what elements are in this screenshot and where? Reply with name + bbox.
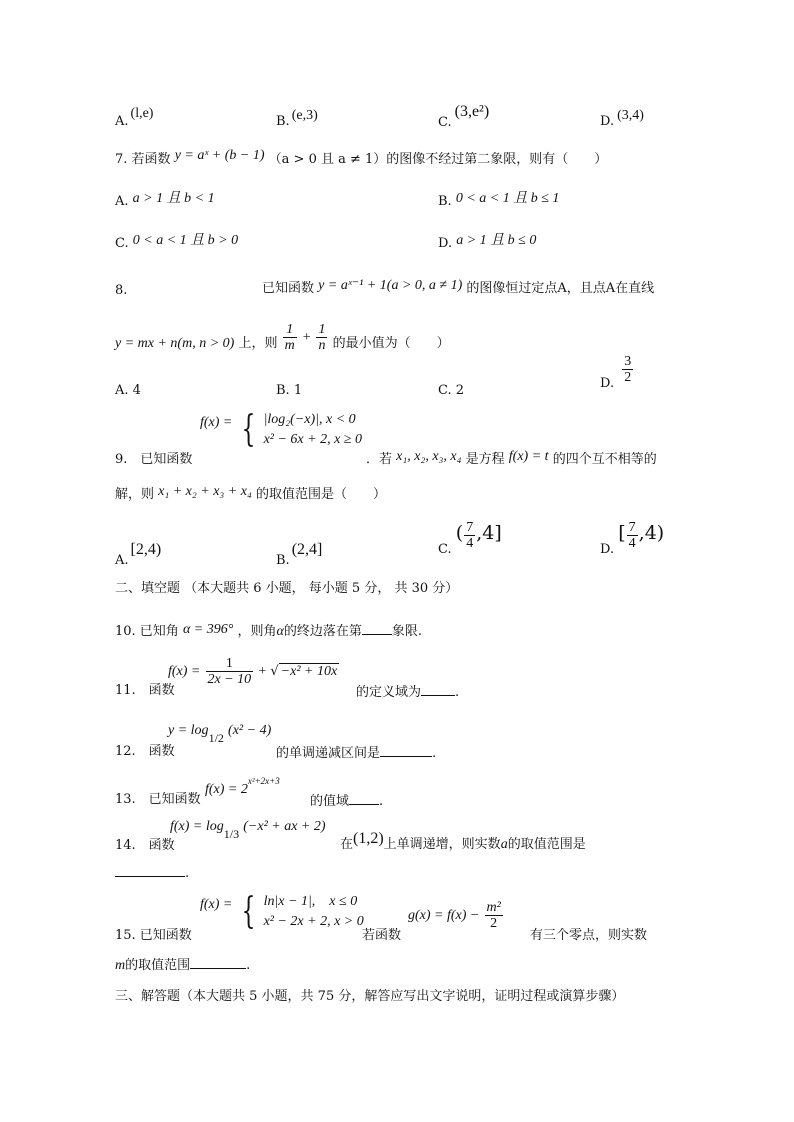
- stem-text: 的终边落在第: [283, 624, 362, 639]
- math-expression: x₁, x₂, x₃, x₄: [396, 449, 462, 464]
- case-1: ln|x − 1|, x ≤ 0: [263, 894, 358, 909]
- q6-option-c: [438, 103, 490, 131]
- q15-piecewise: [200, 892, 364, 940]
- option-value: [2,4): [130, 541, 162, 558]
- q6-option-a: [115, 106, 154, 130]
- q15-stem-line2: [115, 956, 250, 974]
- q15-number: 15. 已知函数: [115, 928, 192, 943]
- q15-stem-post: 有三个零点，则实数: [530, 928, 648, 943]
- option-label: A.: [115, 114, 129, 129]
- fraction-1-over-m: [283, 322, 297, 353]
- math-expression: f(x) =: [168, 664, 201, 679]
- bracket-right: ,4): [638, 522, 665, 544]
- stem-text: 的图像恒过定点A，且点A在直线: [466, 281, 655, 296]
- stem-text: 的定义域为: [356, 685, 422, 700]
- q6-option-b: [276, 108, 318, 130]
- section-heading-fill-in: 二、填空题 （本大题共 6 小题， 每小题 5 分， 共 30 分）: [115, 581, 459, 596]
- math-expression: y = aˣ + (b − 1): [174, 148, 265, 163]
- option-label: D.: [600, 114, 615, 129]
- q7-option-d: [438, 233, 537, 252]
- q12-func: [168, 722, 271, 758]
- denominator: n: [318, 338, 326, 353]
- case-1: |log₂(−x)|, x < 0: [263, 412, 356, 427]
- stem-text: 的取值范围是（ ）: [255, 487, 386, 502]
- answer-blank[interactable]: [115, 864, 185, 877]
- log-base: 1/2: [208, 731, 224, 745]
- option-value: a > 1 且 b ≤ 0: [456, 233, 537, 248]
- q14-number: 14. 函数: [115, 838, 175, 853]
- option-label: B.: [276, 553, 290, 568]
- math-expression: f(x) =: [200, 414, 233, 430]
- option-label: D.: [600, 542, 615, 557]
- q7-option-c: [115, 233, 239, 252]
- exponent: x²+2x+3: [247, 776, 280, 786]
- q10: [115, 622, 422, 640]
- q12-post: [276, 744, 436, 762]
- stem-text: 上，则: [238, 336, 278, 351]
- q13-number: 13. 已知函数: [115, 792, 201, 807]
- math-expression: α: [276, 624, 284, 639]
- option-label: C.: [438, 115, 452, 130]
- math-expression: y = aˣ⁻¹ + 1(a > 0, a ≠ 1): [318, 278, 463, 293]
- option-label: D.: [438, 236, 453, 251]
- q11-func: [168, 656, 339, 696]
- q15-gfunc: [408, 900, 504, 944]
- fraction-7-over-4: [464, 520, 475, 551]
- option-label: D.: [600, 376, 615, 391]
- math-expression: y = log: [168, 723, 209, 738]
- q8-option-b: B. 1: [276, 383, 303, 398]
- math-expression: (x² − 4): [228, 723, 272, 738]
- fraction-1-over-n: [316, 322, 327, 353]
- numerator: m²: [486, 900, 501, 915]
- answer-blank[interactable]: [349, 792, 379, 805]
- q9-piecewise: [200, 410, 362, 458]
- q9-option-b: [276, 541, 323, 569]
- case-2: x² − 6x + 2, x ≥ 0: [263, 432, 362, 447]
- stem-text: .: [455, 685, 460, 700]
- option-value: a > 1 且 b < 1: [132, 191, 215, 206]
- option-label: C.: [115, 236, 129, 251]
- q8-option-a: A. 4: [115, 383, 141, 398]
- stem-text: 象限.: [391, 624, 423, 639]
- q12-number: 12. 函数: [115, 744, 175, 759]
- q7-option-a: [115, 191, 215, 210]
- math-expression: f(x) =: [200, 896, 233, 912]
- q8-option-d: [600, 354, 634, 398]
- option-value: 0 < a < 1 且 b > 0: [132, 233, 239, 248]
- sqrt-icon: √: [270, 664, 279, 679]
- stem-text: .: [379, 794, 384, 809]
- answer-blank[interactable]: [421, 683, 455, 696]
- q7-option-b: [438, 191, 560, 210]
- q8-stem: [262, 278, 655, 297]
- denominator: 4: [628, 536, 636, 551]
- bracket-left: (: [455, 522, 464, 544]
- denominator: 2: [490, 916, 498, 931]
- plus-sign: +: [258, 664, 267, 679]
- numerator: 1: [206, 656, 254, 672]
- q9-stem-cont: [366, 449, 657, 468]
- bracket-left: [: [618, 522, 626, 544]
- q9-option-c: [438, 520, 502, 568]
- numerator: 1: [283, 322, 297, 338]
- numerator: 7: [628, 520, 636, 535]
- denominator: 2: [624, 370, 632, 385]
- left-brace-icon: {: [241, 891, 255, 932]
- q11-post: [356, 683, 459, 701]
- option-value: (3,e²): [454, 103, 490, 120]
- stem-text: 解，则: [115, 487, 155, 502]
- stem-text: 10. 已知角: [115, 624, 179, 639]
- stem-text: 7. 若函数: [115, 152, 171, 167]
- q13-func: [205, 776, 280, 798]
- stem-text: 的取值范围: [125, 958, 191, 973]
- case-2: x² − 2x + 2, x > 0: [263, 914, 364, 929]
- stem-text: 9. 已知函数: [115, 452, 193, 467]
- stem-text: .: [185, 866, 190, 881]
- math-expression: x₁ + x₂ + x₃ + x₄: [158, 484, 252, 499]
- q7-stem: [115, 148, 608, 168]
- option-value: (e,3): [291, 108, 318, 123]
- math-expression: g(x) = f(x) −: [408, 908, 480, 923]
- option-value: 0 < a < 1 且 b ≤ 1: [455, 191, 560, 206]
- q14-answer-line: [115, 864, 189, 882]
- q8-option-c: C. 2: [438, 383, 465, 398]
- q8-stem-line2: [115, 322, 450, 358]
- stem-text: 的取值范围是: [507, 837, 586, 852]
- stem-text: .: [432, 746, 437, 761]
- q9-stem: [115, 452, 192, 468]
- stem-text: 的最小值为（ ）: [332, 336, 450, 351]
- option-label: A.: [115, 553, 129, 568]
- numerator: 1: [318, 322, 326, 337]
- variable: m: [115, 958, 126, 973]
- denominator: m: [284, 338, 295, 353]
- option-label: A.: [115, 194, 129, 209]
- q14-post: [340, 830, 586, 853]
- q15-stem: 若函数: [362, 928, 402, 943]
- piecewise-cases: [264, 410, 362, 450]
- math-expression: f(x) = t: [508, 449, 549, 464]
- q6-option-d: [600, 108, 644, 130]
- piecewise-cases: [264, 892, 364, 932]
- math-expression: f(x) = log: [170, 819, 224, 834]
- denominator: 2x − 10: [207, 672, 252, 687]
- option-label: B.: [438, 194, 452, 209]
- answer-blank[interactable]: [190, 956, 246, 969]
- fraction-1-over-2x-10: [206, 656, 254, 687]
- denominator: 4: [466, 536, 474, 551]
- radicand: −x² + 10x: [280, 664, 338, 679]
- log-base: 1/3: [223, 827, 240, 841]
- q9-option-a: [115, 541, 162, 569]
- q11-number: 11. 函数: [115, 683, 175, 698]
- stem-text: 的值域: [310, 794, 350, 809]
- stem-text: 在: [340, 837, 354, 852]
- interval: (1,2): [353, 830, 384, 847]
- math-expression: (−x² + ax + 2): [243, 819, 326, 834]
- plus-sign: +: [301, 330, 312, 345]
- stem-text: （a > 0 且 a ≠ 1）的图像不经过第二象限，则有（ ）: [268, 152, 608, 167]
- q8-number: 8.: [115, 283, 128, 298]
- q9-stem-line2: [115, 484, 386, 503]
- answer-blank[interactable]: [362, 622, 392, 635]
- option-value: (2,4]: [291, 541, 323, 558]
- left-brace-icon: {: [241, 409, 255, 450]
- q9-option-d: [600, 520, 664, 568]
- bracket-right: ,4]: [476, 522, 502, 544]
- math-expression: y = mx + n(m, n > 0): [115, 336, 235, 351]
- stem-text: ．若: [366, 452, 393, 467]
- numerator: 3: [624, 354, 632, 369]
- variable: a: [500, 837, 508, 852]
- math-expression: f(x) = 2: [205, 782, 248, 797]
- fraction-m2-over-2: [485, 900, 503, 931]
- option-value: (3,4): [617, 108, 644, 123]
- option-label: B.: [276, 114, 290, 129]
- q14-func: [170, 818, 326, 854]
- stem-text: 上单调递增，则实数: [383, 837, 501, 852]
- stem-text: 的四个互不相等的: [552, 452, 657, 467]
- option-value: (l,e): [130, 106, 154, 121]
- answer-blank[interactable]: [380, 744, 432, 757]
- fraction-3-over-2: [622, 354, 633, 385]
- option-label: C.: [438, 542, 452, 557]
- stem-text: ，则角: [237, 624, 277, 639]
- fraction-7-over-4: [627, 520, 638, 551]
- stem-text: .: [246, 958, 251, 973]
- stem-text: 已知函数: [262, 281, 315, 296]
- stem-text: 的单调递减区间是: [276, 746, 381, 761]
- stem-text: 是方程: [465, 452, 505, 467]
- section-heading-answer: 三、解答题（本大题共 5 小题，共 75 分，解答应写出文字说明，证明过程或演算步骤）: [115, 989, 625, 1004]
- numerator: 7: [466, 520, 474, 535]
- math-expression: α = 396°: [182, 622, 234, 637]
- q13-post: [310, 792, 383, 810]
